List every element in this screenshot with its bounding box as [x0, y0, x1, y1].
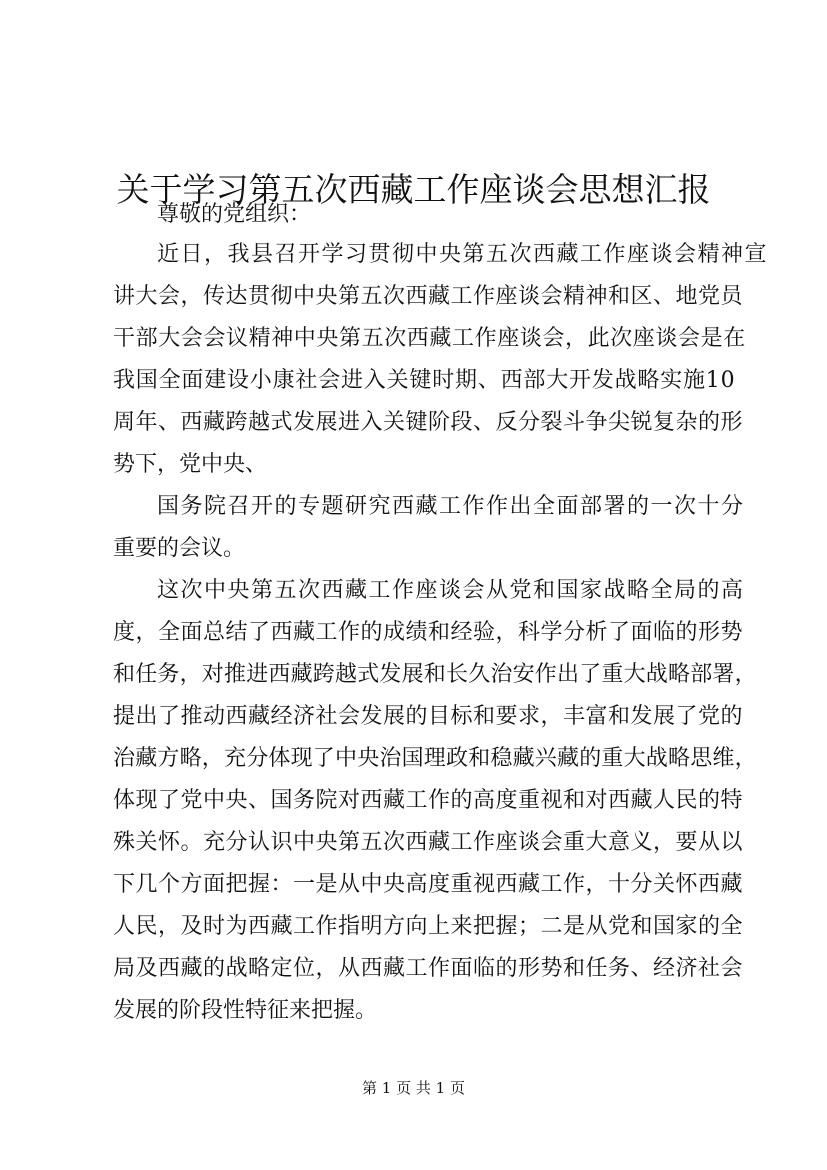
paragraph-line: 治藏方略，充分体现了中央治国理政和稳藏兴藏的重大战略思维，: [113, 746, 757, 771]
paragraph-line: 近日，我县召开学习贯彻中央第五次西藏工作座谈会精神宣: [157, 242, 769, 267]
paragraph-line: 势下，党中央、: [113, 452, 268, 477]
paragraph-line: 周年、西藏跨越式发展进入关键阶段、反分裂斗争尖锐复杂的形: [113, 410, 744, 435]
paragraph-line: 我国全面建设小康社会进入关键时期、西部大开发战略实施10: [113, 368, 736, 393]
paragraph-line: 局及西藏的战略定位，从西藏工作面临的形势和任务、经济社会: [113, 956, 744, 981]
paragraph-line: 和任务，对推进西藏跨越式发展和长久治安作出了重大战略部署，: [113, 662, 757, 687]
page-number-footer: 第 1 页 共 1 页: [362, 1079, 465, 1097]
paragraph-line: 干部大会会议精神中央第五次西藏工作座谈会，此次座谈会是在: [113, 326, 746, 351]
paragraph-line: 讲大会，传达贯彻中央第五次西藏工作座谈会精神和区、地党员: [113, 284, 744, 309]
paragraph-line: 殊关怀。充分认识中央第五次西藏工作座谈会重大意义，要从以: [113, 830, 744, 855]
paragraph-line: 度，全面总结了西藏工作的成绩和经验，科学分析了面临的形势: [113, 620, 744, 645]
paragraph-line: 这次中央第五次西藏工作座谈会从党和国家战略全局的高: [157, 578, 745, 603]
paragraph-line: 下几个方面把握：一是从中央高度重视西藏工作，十分关怀西藏: [113, 872, 744, 897]
paragraph-line: 提出了推动西藏经济社会发展的目标和要求，丰富和发展了党的: [113, 704, 744, 729]
document-title: 关于学习第五次西藏工作座谈会思想汇报: [116, 170, 711, 210]
paragraph-line: 人民，及时为西藏工作指明方向上来把握；二是从党和国家的全: [113, 914, 744, 939]
salutation: 尊敬的党组织：: [157, 202, 312, 227]
paragraph-line: 国务院召开的专题研究西藏工作作出全面部署的一次十分: [157, 494, 745, 519]
paragraph-line: 体现了党中央、国务院对西藏工作的高度重视和对西藏人民的特: [113, 788, 744, 813]
paragraph-line: 重要的会议。: [113, 536, 246, 561]
paragraph-line: 发展的阶段性特征来把握。: [113, 998, 378, 1023]
